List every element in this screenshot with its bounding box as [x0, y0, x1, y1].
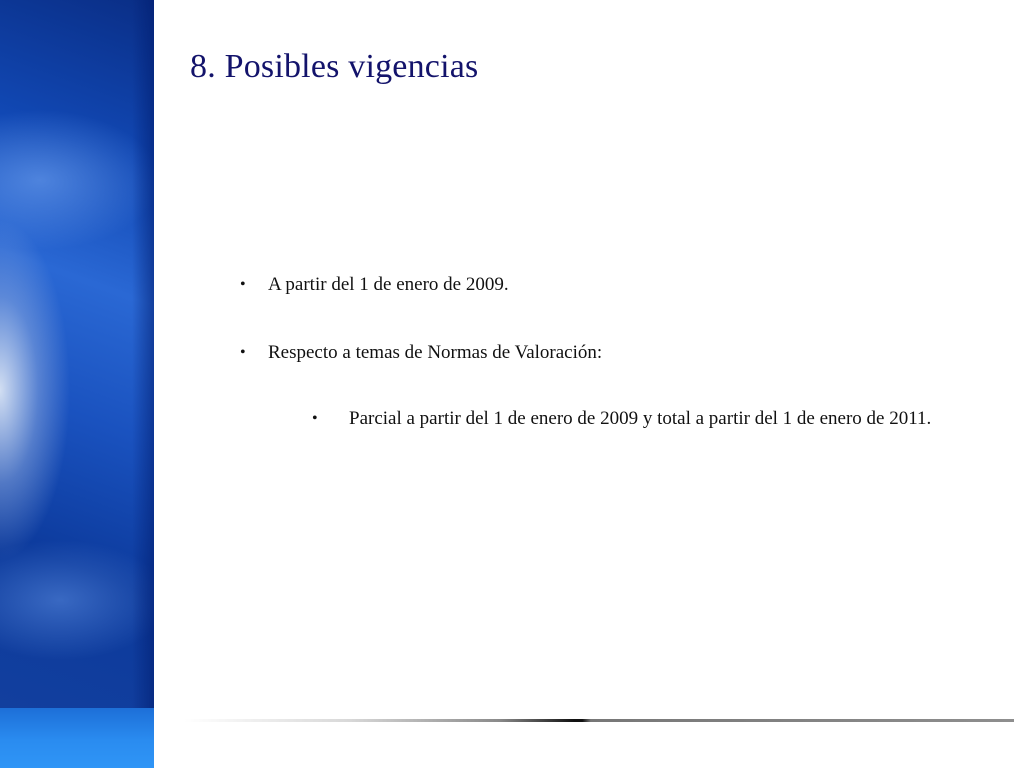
- slide-content: [240, 268, 980, 436]
- decorative-side-panel: [0, 0, 154, 708]
- bullet-item: [240, 268, 980, 302]
- bullet-icon: •: [240, 276, 246, 293]
- decorative-side-panel-bottom: [0, 708, 154, 768]
- footer-divider: [184, 719, 1014, 722]
- bullet-icon: •: [240, 344, 246, 361]
- bullet-text: Respecto a temas de Normas de Valoración:: [268, 342, 603, 363]
- sub-bullet-text: Parcial a partir del 1 de enero de 2009 y total a partir del 1 de enero de 2011.: [349, 408, 932, 429]
- bullet-icon: •: [312, 410, 318, 427]
- bullet-item: [240, 336, 980, 370]
- slide-title: 8. Posibles vigencias: [190, 48, 479, 85]
- sub-bullet-item: [312, 402, 980, 436]
- bullet-text: A partir del 1 de enero de 2009.: [268, 274, 509, 295]
